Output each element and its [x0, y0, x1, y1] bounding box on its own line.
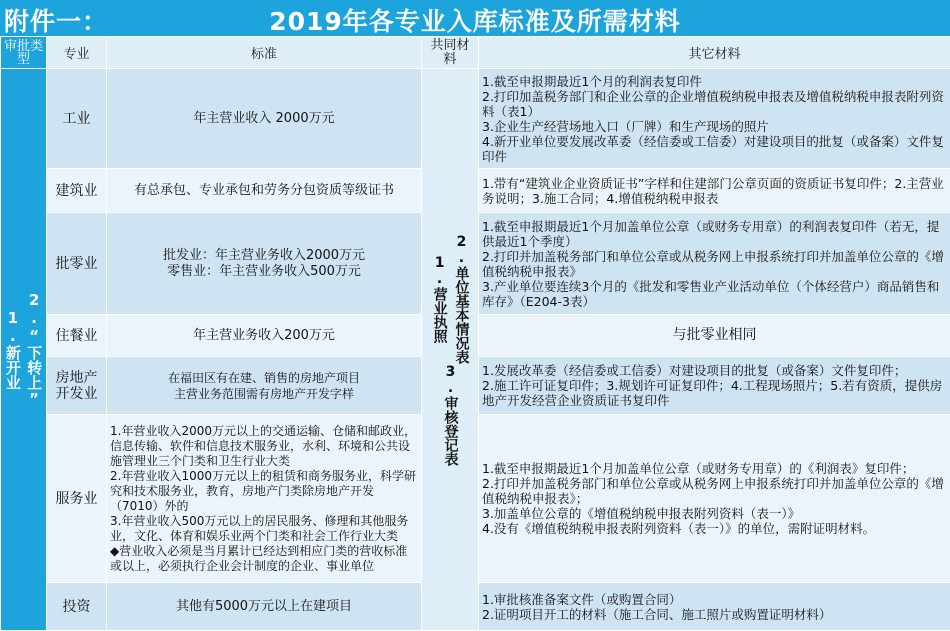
standard-cell: 有总承包、专业承包和劳务分包资质等级证书: [107, 169, 422, 213]
standard-cell: 批发业：年主营业务收入2000万元 零售业：年主营业务收入500万元: [107, 213, 422, 315]
standard-cell: 在福田区有在建、销售的房地产项目 主营业务范围需有房地产开发字样: [107, 357, 422, 415]
common-materials-cell: [422, 69, 479, 631]
other-materials-cell: 1.带有“建筑业企业资质证书”字样和住建部门公章页面的资质证书复印件；2.主营业务说明；3.施工合同；4.增值税纳税申报表: [479, 169, 950, 213]
standard-cell: 年主营业收入 2000万元: [107, 69, 422, 169]
standard-cell: 其他有5000万元以上在建项目: [107, 583, 422, 631]
approval-type-cell: [1, 69, 47, 631]
major-cell: 批零业: [47, 213, 107, 315]
other-materials-cell: 1.审批核准备案文件（或购置合同） 2.证明项目开工的材料（施工合同、施工照片或购置证明材料）: [479, 583, 950, 631]
common-material-audit-form: 3.审核登记表: [443, 364, 458, 466]
other-materials-cell: 1.截至申报期最近1个月加盖单位公章（或财务专用章）的《利润表》复印件； 2.打印并加盖税务部门和单位公章或从税务网上申报系统打印并加盖单位公章的《增值税纳税申报表》； 3.加盖单位公章的《增值税纳税申报表附列资料（表一）》 4.没有《增值税纳税申报表附列资料（表一）》的单位，需附证明材料。: [479, 415, 950, 583]
approval-type-upgrade: 2.“下转上”: [26, 291, 42, 408]
other-materials-cell: 与批零业相同: [479, 315, 950, 357]
other-materials-cell: 1.截至申报期最近1个月的利润表复印件 2.打印加盖税务部门和企业公章的企业增值税纳税申报表及增值税纳税申报表附列资料（表1） 3.企业生产经营场地入口（厂牌）和生产现场的照片 4.新开业单位要发展改革委（经信委或工信委）对建设项目的批复（或备案）文件复印件: [479, 69, 950, 169]
page-title: 2019年各专业入库标准及所需材料: [0, 2, 950, 38]
major-cell: 投资: [47, 583, 107, 631]
approval-type-new: 1.新开业: [5, 309, 21, 390]
table-row: [1, 69, 950, 169]
standard-cell: 年主营业务收入200万元: [107, 315, 422, 357]
header-approval-type: 审批类型: [1, 37, 47, 69]
major-cell: 服务业: [47, 415, 107, 583]
common-material-license: 1.营业执照: [432, 255, 447, 343]
major-cell: 建筑业: [47, 169, 107, 213]
other-materials-cell: 1.截至申报期最近1个月加盖单位公章（或财务专用章）的利润表复印件（若无，提供最近1个季度） 2.打印并加盖税务部门和单位公章或从税务网上申报系统打印并加盖单位公章的《增值税纳税申报表》 3.产业单位要连续3个月的《批发和零售业产业活动单位（个体经营户）商品销售和库存》（E204-3表）: [479, 213, 950, 315]
standards-table: [0, 36, 950, 631]
other-materials-cell: 1.发展改革委（经信委或工信委）对建设项目的批复（或备案）文件复印件； 2.施工许可证复印件；3.规划许可证复印件；4.工程现场照片；5.若有资质，提供房地产开发经营企业资质证书复印件: [479, 357, 950, 415]
title-prefix: 附件一：: [4, 2, 108, 38]
major-cell: 房地产开发业: [47, 357, 107, 415]
header-row: [1, 37, 950, 69]
major-cell: 工业: [47, 69, 107, 169]
common-material-basic-info: 2.单位基本情况表: [453, 234, 468, 364]
title-bar: [0, 0, 950, 36]
header-major: 专业: [47, 37, 107, 69]
major-cell: 住餐业: [47, 315, 107, 357]
header-common-materials: 共同材料: [422, 37, 479, 69]
standard-cell: 1.年营业收入2000万元以上的交通运输、仓储和邮政业，信息传输、软件和信息技术服务业，水利、环境和公共设施管理业三个门类和卫生行业大类 2.年营业收入1000万元以上的租赁和商务服务业，科学研究和技术服务业，教育，房地产门类除房地产开发（7010）外的 3.年营业收入500万元以上的居民服务、修理和其他服务业，文化、体育和娱乐业两个门类和社会工作行业大类 ◆营业收入必须是当月累计已经达到相应门类的营收标准或以上，必须执行企业会计制度的企业、事业单位: [107, 415, 422, 583]
header-other-materials: 其它材料: [479, 37, 950, 69]
header-standard: 标准: [107, 37, 422, 69]
